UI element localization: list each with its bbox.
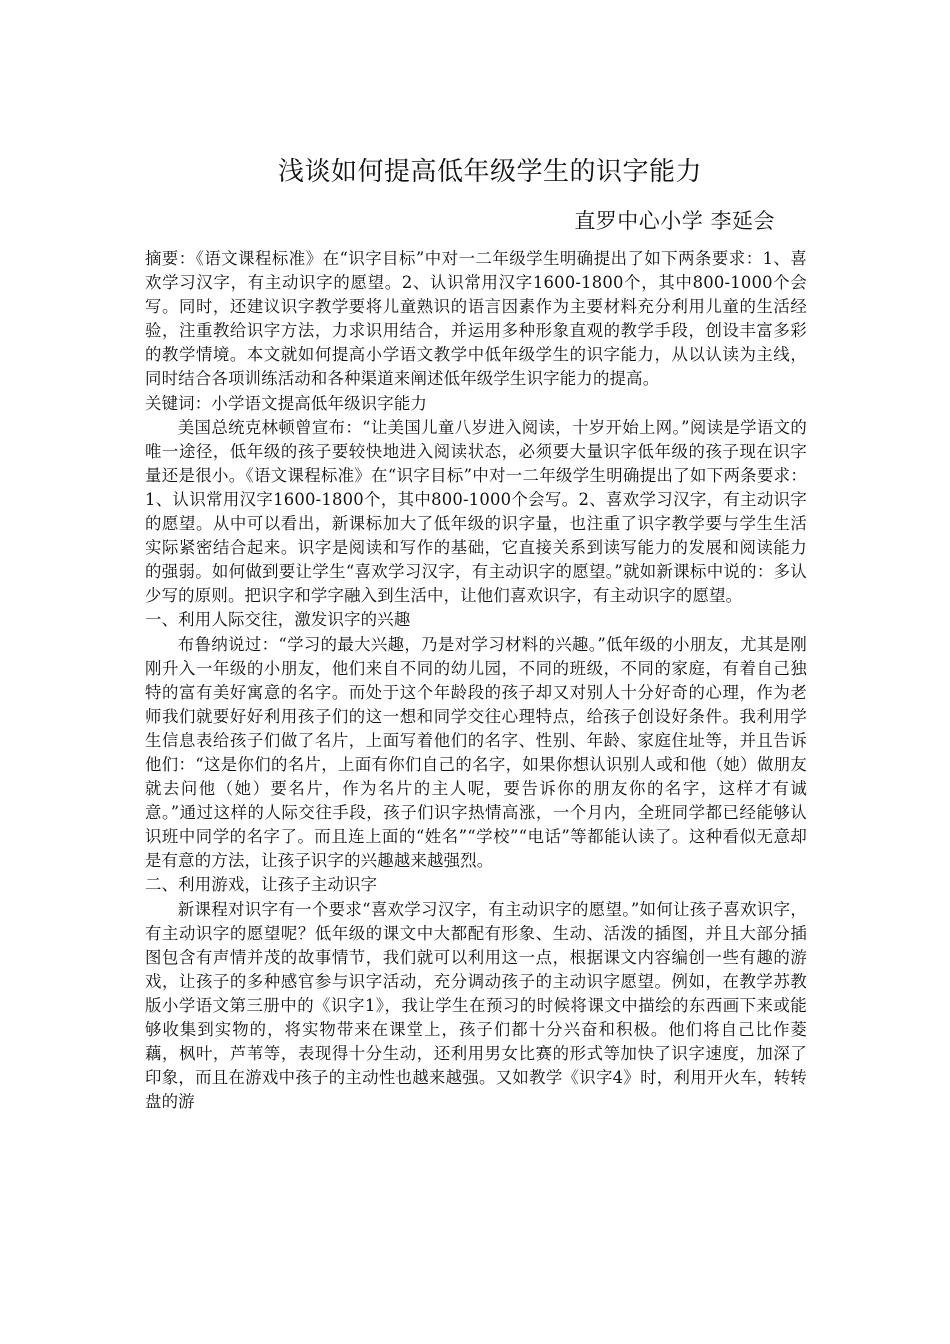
author-line: 直罗中心小学 李延会 (574, 209, 775, 233)
section-1-paragraph: 布鲁纳说过：“学习的最大兴趣，乃是对学习材料的兴趣。”低年级的小朋友，尤其是刚刚升入一年级的小朋友，他们来自不同的幼儿园，不同的班级，不同的家庭，有着自己独特的富有美好寓意的名字。而处于这个年龄段的孩子却又对别人十分好奇的心理，作为老师我们就要好好利用孩子们的这一想和同学交往心理特点，给孩子创设好条件。我利用学生信息表给孩子们做了名片，上面写着他们的名字、性别、年龄、家庭住址等，并且告诉他们：“这是你们的名片，上面有你们自己的名字，如果你想认识别人或和他（她）做朋友就去问他（她）要名片，作为名片的主人呢，要告诉你的朋友你的名字，这样才有诚意。”通过这样的人际交往手段，孩子们识字热情高涨，一个月内，全班同学都已经能够认识班中同学的名字了。而且连上面的“姓名”“学校”“电话”等都能认读了。这种看似无意却是有意的方法，让孩子识字的兴趣越来越强烈。 (145, 634, 807, 871)
section-2-heading: 二、利用游戏，让孩子主动识字 (145, 875, 378, 895)
document-title: 浅谈如何提高低年级学生的识字能力 (277, 157, 702, 187)
section-1-heading: 一、利用人际交往，激发识字的兴趣 (145, 610, 411, 630)
document-body (145, 247, 807, 1114)
intro-paragraph: 美国总统克林顿曾宣布：“让美国儿童八岁进入阅读，十岁开始上网。”阅读是学语文的唯一途径，低年级的孩子要较快地进入阅读状态，必须要大量识字低年级的孩子现在识字量还是很小。《语文课程标准》在“识字目标”中对一二年级学生明确提出了如下两条要求：1、认识常用汉字1600-1800个，其中800-1000个会写。2、喜欢学习汉字，有主动识字的愿望。从中可以看出，新课标加大了低年级的识字量，也注重了识字教学要与学生生活实际紧密结合起来。识字是阅读和写作的基础，它直接关系到读写能力的发展和阅读能力的强弱。如何做到要让学生“喜欢学习汉字，有主动识字的愿望。”就如新课标中说的：多认少写的原则。把识字和学字融入到生活中，让他们喜欢识字，有主动识字的愿望。 (145, 417, 807, 606)
keywords-line: 关键词：小学语文提高低年级识字能力 (145, 393, 428, 413)
abstract-paragraph: 摘要：《语文课程标准》在“识字目标”中对一二年级学生明确提出了如下两条要求：1、喜欢学习汉字，有主动识字的愿望。2、认识常用汉字1600-1800个，其中800-1000个会写。同时，还建议识字教学要将儿童熟识的语言因素作为主要材料充分利用儿童的生活经验，注重教给识字方法，力求识用结合，并运用多种形象直观的教学手段，创设丰富多彩的教学情境。本文就如何提高小学语文教学中低年级学生的识字能力，从以认读为主线，同时结合各项训练活动和各种渠道来阐述低年级学生识字能力的提高。 (145, 249, 807, 389)
section-2-paragraph: 新课程对识字有一个要求“喜欢学习汉字，有主动识字的愿望。”如何让孩子喜欢识字，有主动识字的愿望呢？低年级的课文中大都配有形象、生动、活泼的插图，并且大部分插图包含有声情并茂的故事情节，我们就可以利用这一点，根据课文内容编创一些有趣的游戏，让孩子的多种感官参与识字活动，充分调动孩子的主动识字愿望。例如，在教学苏教版小学语文第三册中的《识字1》，我让学生在预习的时候将课文中描绘的东西画下来或能够收集到实物的，将实物带来在课堂上，孩子们都十分兴奋和积极。他们将自己比作菱藕，枫叶，芦苇等，表现得十分生动，还利用男女比赛的形式等加快了识字速度，加深了印象，而且在游戏中孩子的主动性也越来越强。又如教学《识字4》时，利用开火车，转转盘的游 (145, 899, 807, 1112)
